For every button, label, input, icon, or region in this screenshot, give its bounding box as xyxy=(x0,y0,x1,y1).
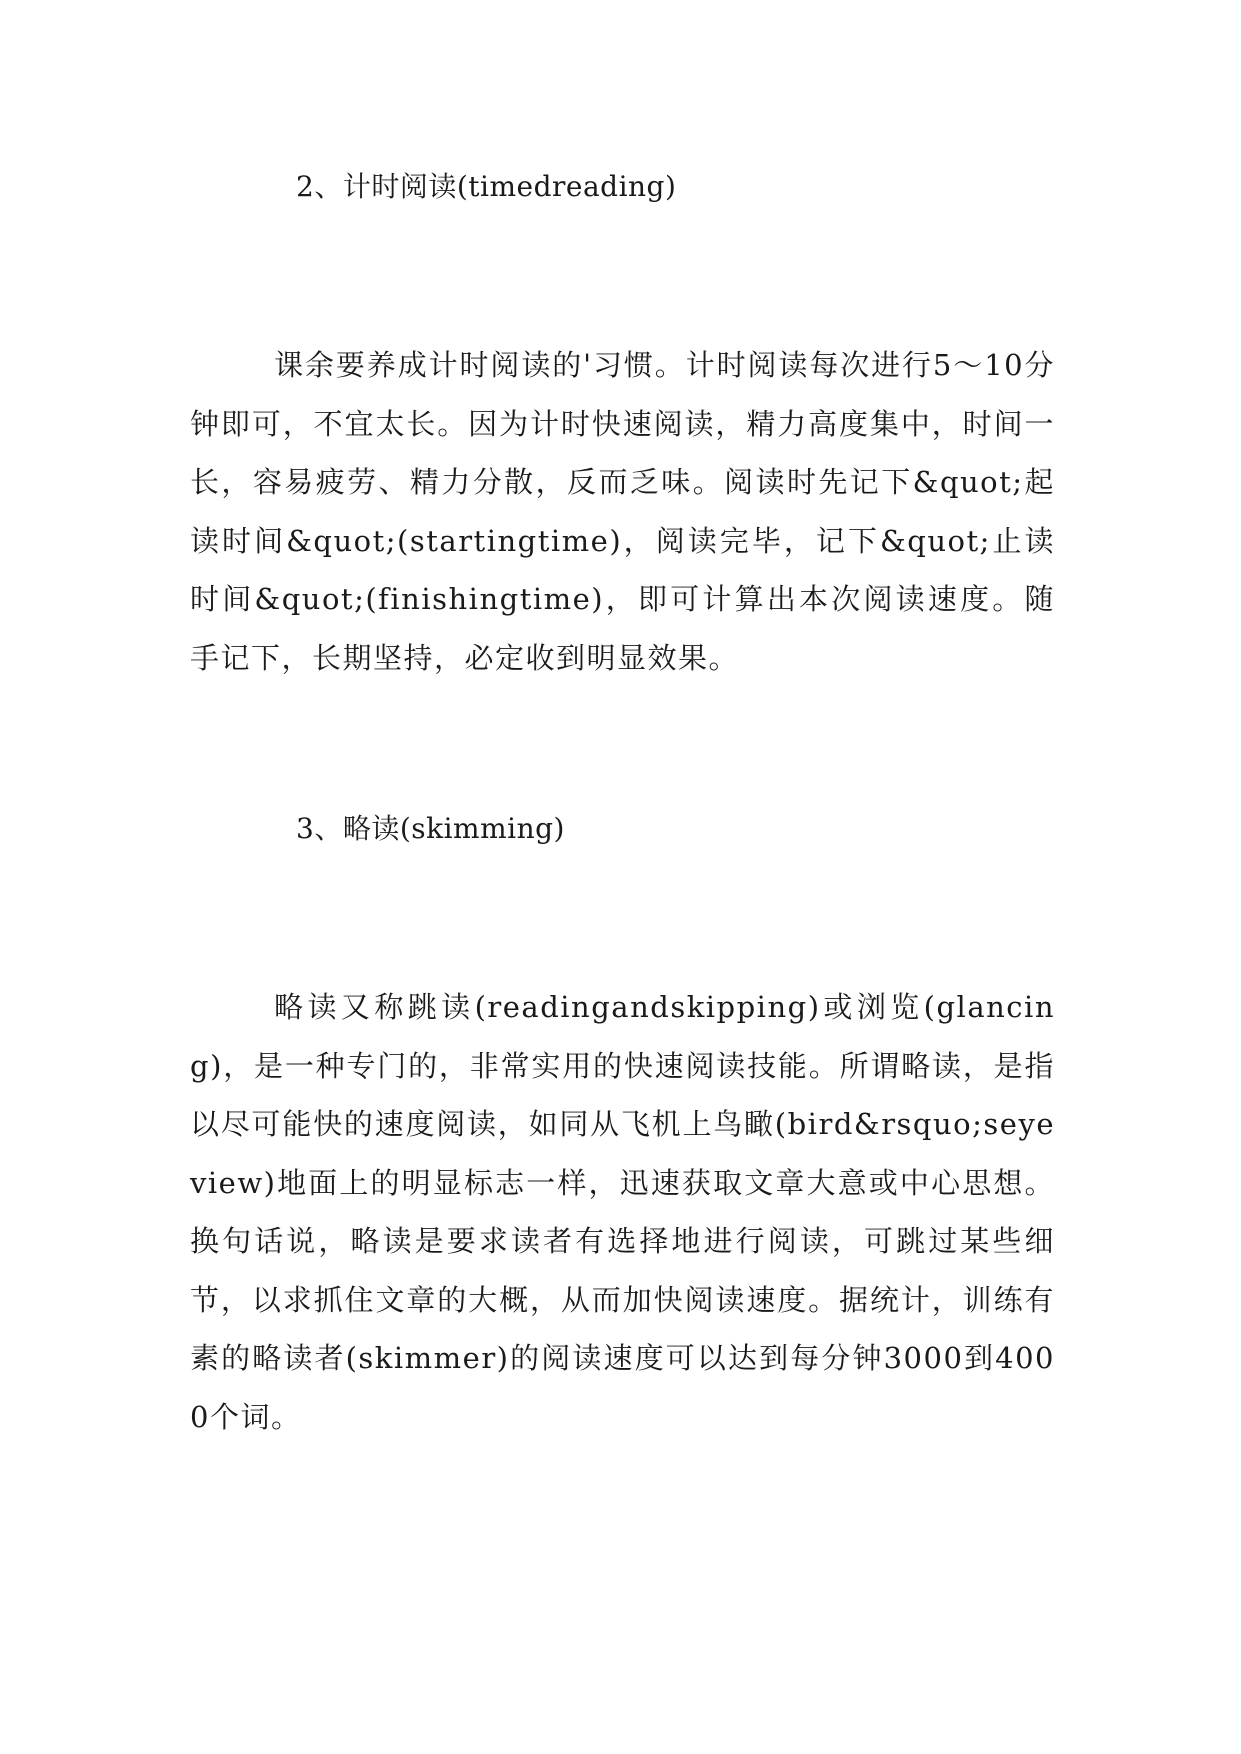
section-heading-timed-reading: 2、计时阅读(timedreading) xyxy=(296,170,677,203)
paragraph-skimming: 略读又称跳读(readingandskipping)或浏览(glancing)，是一种专门的，非常实用的快速阅读技能。所谓略读，是指以尽可能快的速度阅读，如同从飞机上鸟瞰(bird&rsquo;seyeview)地面上的明显标志一样，迅速获取文章大意或中心思想。换句话说，略读是要求读者有选择地进行阅读，可跳过某些细节，以求抓住文章的大概，从而加快阅读速度。据统计，训练有素的略读者(skimmer)的阅读速度可以达到每分钟3000到4000个词。 xyxy=(190,990,1055,1434)
section-heading-skimming: 3、略读(skimming) xyxy=(296,812,565,845)
paragraph-timed-reading: 课余要养成计时阅读的'习惯。计时阅读每次进行5～10分钟即可，不宜太长。因为计时快速阅读，精力高度集中，时间一长，容易疲劳、精力分散，反而乏味。阅读时先记下&quot;起读时间&quot;(startingtime)，阅读完毕，记下&quot;止读时间&quot;(finishingtime)，即可计算出本次阅读速度。随手记下，长期坚持，必定收到明显效果。 xyxy=(190,348,1055,675)
